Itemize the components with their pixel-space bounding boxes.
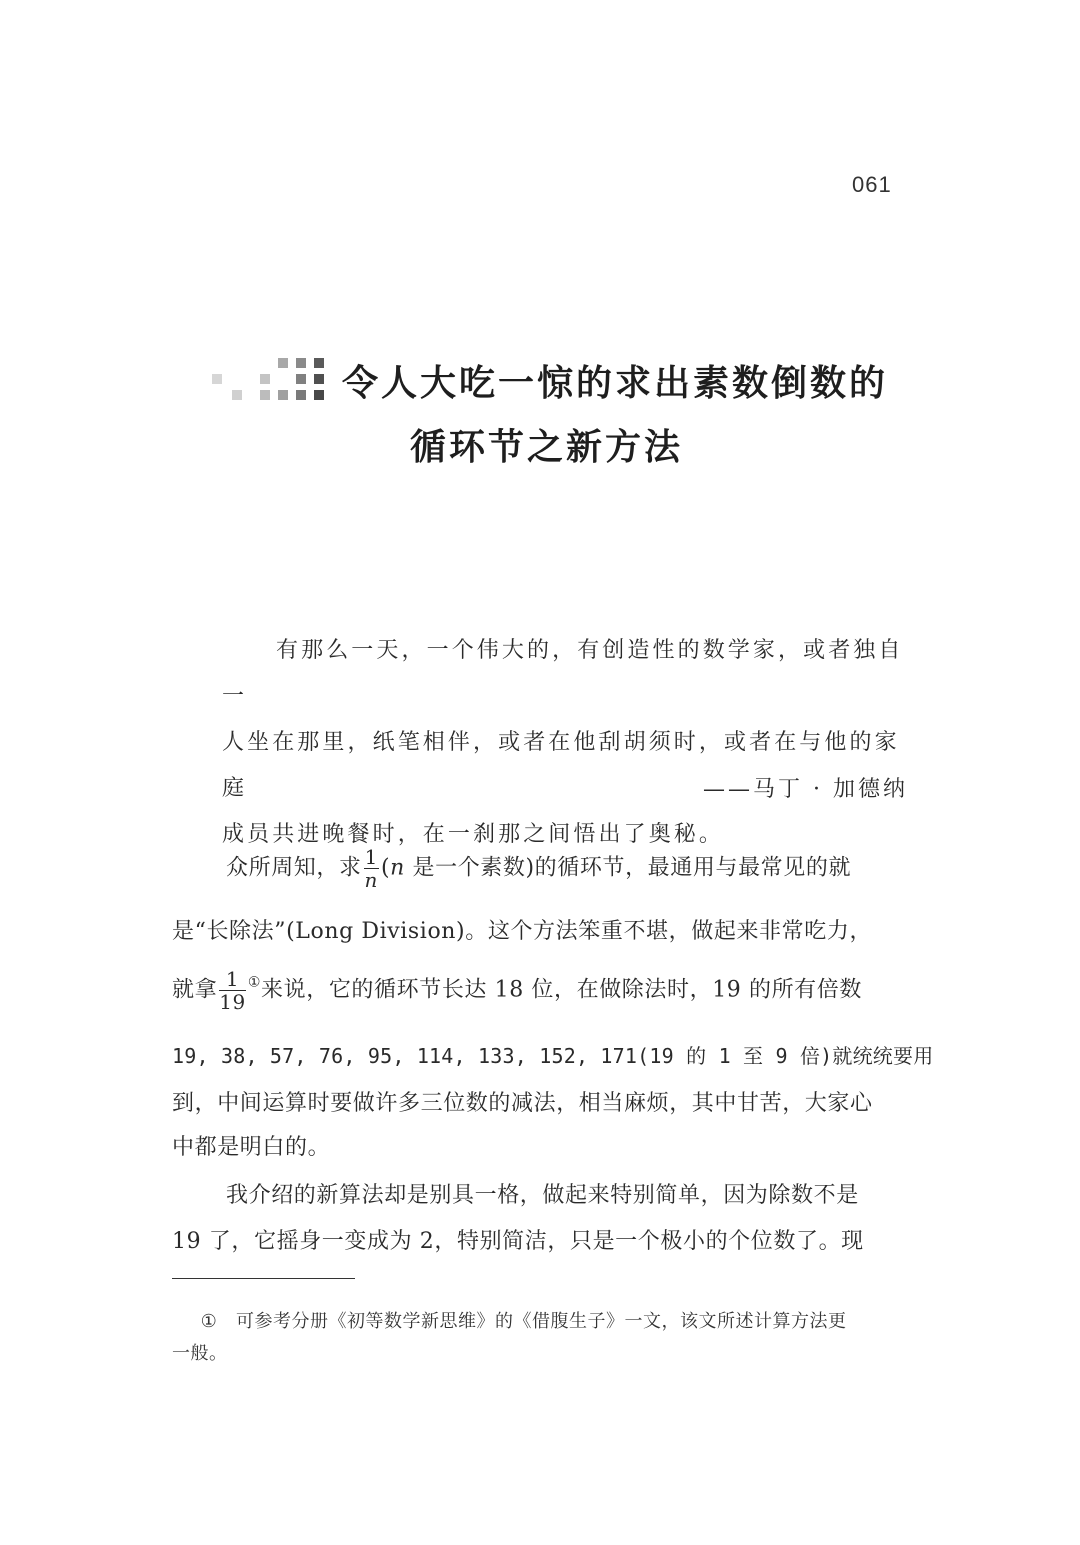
fraction-numerator: 1	[219, 968, 246, 991]
fraction-1-over-19	[219, 968, 246, 1013]
epigraph-attribution: ——马丁 · 加德纳	[703, 777, 908, 802]
body-text-segment: 就拿	[172, 977, 218, 1003]
body-text-segment: 是一个素数)的循环节，最通用与最常见的就	[404, 855, 852, 881]
footnote-marker: ①	[200, 1311, 218, 1332]
footnote-text: 可参考分册《初等数学新思维》的《借腹生子》一文，该文所述计算方法更	[236, 1311, 847, 1332]
epigraph-line-3: 成员共进晚餐时，在一刹那之间悟出了奥秘。	[222, 822, 725, 847]
body-text-segment: 众所周知，求	[226, 855, 362, 881]
footnote-line-2: 一般。	[172, 1343, 228, 1364]
title-ornament-icon	[212, 358, 328, 404]
body-text-segment: 来说，它的循环节长达 18 位，在做除法时，19 的所有倍数	[261, 977, 862, 1003]
variable-n: n	[390, 855, 405, 881]
epigraph-line-1: 有那么一天，一个伟大的，有创造性的数学家，或者独自一	[222, 638, 904, 709]
fraction-numerator: 1	[364, 845, 378, 869]
fraction-1-over-n	[364, 846, 379, 891]
title-line-1: 令人大吃一惊的求出素数倒数的	[342, 362, 889, 404]
epigraph-line-2: 人坐在那里，纸笔相伴，或者在他刮胡须时，或者在与他的家庭	[222, 730, 900, 801]
body-line-3	[172, 968, 912, 1013]
body-line-4: 19, 38, 57, 76, 95, 114, 133, 152, 171(19 的 1 至 9 倍)就统统要用	[172, 1044, 934, 1068]
footnote-line-1	[172, 1306, 912, 1338]
footnote-divider	[172, 1278, 355, 1279]
body-line-6: 中都是明白的。	[172, 1135, 331, 1160]
body-line-1	[172, 846, 912, 891]
body-line-7: 我介绍的新算法却是别具一格，做起来特别简单，因为除数不是	[226, 1183, 859, 1208]
body-line-2: 是“长除法”(Long Division)。这个方法笨重不堪，做起来非常吃力，	[172, 919, 873, 944]
epigraph	[222, 628, 912, 858]
footnote	[172, 1306, 912, 1370]
body-line-8: 19 了，它摇身一变成为 2，特别简洁，只是一个极小的个位数了。现	[172, 1229, 864, 1254]
body-text-segment: (	[380, 855, 391, 881]
fraction-denominator: 19	[219, 990, 246, 1014]
body-line-5: 到，中间运算时要做许多三位数的减法，相当麻烦，其中甘苦，大家心	[172, 1091, 873, 1116]
page-number: 061	[852, 172, 892, 197]
footnote-reference: ①	[247, 974, 262, 991]
title-line-2: 循环节之新方法	[410, 426, 684, 468]
fraction-denominator: n	[364, 868, 379, 892]
